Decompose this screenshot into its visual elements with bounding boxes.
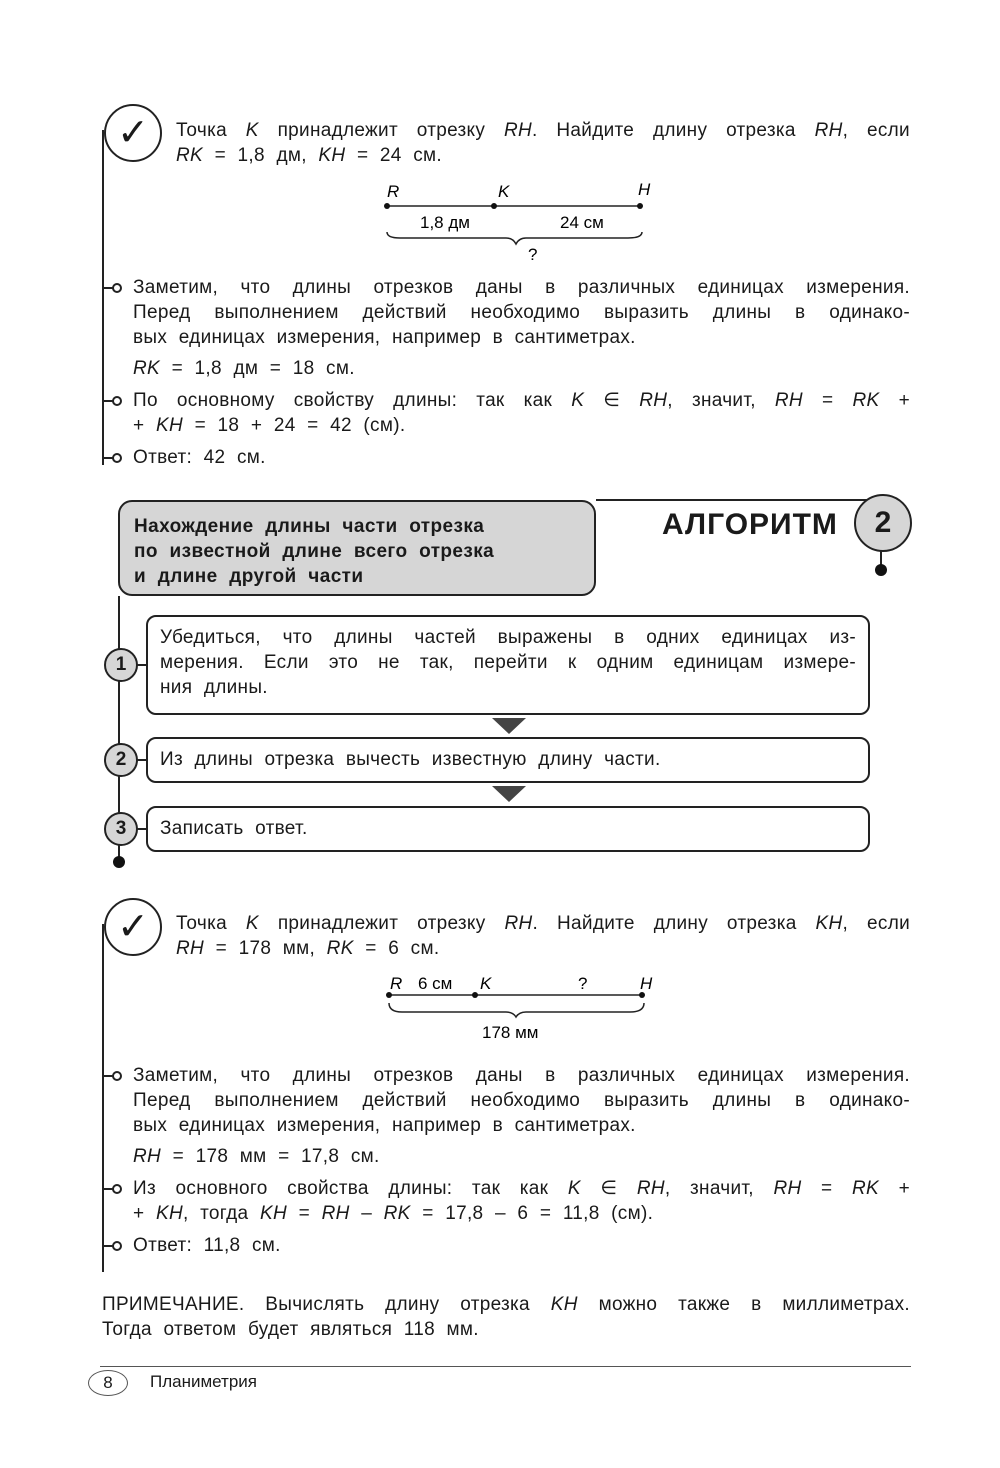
segment-label-rk: 1,8 дм <box>420 213 470 232</box>
bullet-icon <box>103 1071 123 1081</box>
step-number-3: 3 <box>104 812 138 846</box>
note-line1: ПРИМЕЧАНИЕ. Вычислять длину отрезка KH можно также в миллиметрах. <box>102 1294 910 1315</box>
example1-answer: Ответ: 42 см. <box>133 447 266 468</box>
algorithm-left-dot <box>113 856 125 868</box>
arrow-down-icon <box>492 718 526 734</box>
example1-step1: Заметим, что длины отрезков даны в различных единицах измерения. Перед выполнением действий необходимо выразить длины в одинако- вых единицах измерения, например в сантиметрах. <box>133 277 910 348</box>
label-h: H <box>640 974 653 993</box>
footer-rule <box>100 1366 911 1367</box>
example1-segment-figure <box>370 176 670 268</box>
example2-problem-line1: Точка K принадлежит отрезку RH. Найдите длину отрезка KH, если <box>176 913 910 934</box>
label-r: R <box>387 182 400 201</box>
bullet-icon <box>103 283 123 293</box>
step-number-2: 2 <box>104 743 138 777</box>
total-label: ? <box>528 245 538 264</box>
footer-section-title: Планиметрия <box>150 1372 257 1391</box>
bullet-icon <box>103 1184 123 1194</box>
bullet-icon <box>103 396 123 406</box>
point-r <box>384 203 390 209</box>
example2-answer: Ответ: 11,8 см. <box>133 1235 281 1256</box>
segment-label-kh: ? <box>578 974 588 993</box>
total-brace <box>389 1003 644 1017</box>
example2-step2-line1: Из основного свойства длины: так как K ∈ RH, значит, RH = RK + <box>133 1178 910 1199</box>
label-h: H <box>638 180 651 199</box>
algorithm-step-2: Из длины отрезка вычесть известную длину части. <box>146 737 870 783</box>
algorithm-number-badge: 2 <box>854 494 912 552</box>
point-k <box>472 992 478 998</box>
example2-step2-line2: + KH, тогда KH = RH – RK = 17,8 – 6 = 11,8 (см). <box>133 1203 654 1224</box>
example1-problem-line1: Точка K принадлежит отрезку RH. Найдите длину отрезка RH, если <box>176 120 910 141</box>
example2-conversion: RH = 178 мм = 17,8 см. <box>133 1146 380 1167</box>
checkmark-icon: ✓ <box>104 104 162 162</box>
arrow-down-icon <box>492 786 526 802</box>
algorithm-title-box: Нахождение длины части отрезка по известной длине всего отрезка и длине другой части <box>118 500 596 596</box>
total-label: 178 мм <box>482 1023 539 1042</box>
example1-step2-line1: По основному свойству длины: так как K ∈ RH, значит, RH = RK + <box>133 390 910 411</box>
label-r: R <box>390 974 403 993</box>
example1-problem-line2: RK = 1,8 дм, KH = 24 см. <box>176 145 442 166</box>
step-number-1: 1 <box>104 648 138 682</box>
segment-label-rk: 6 см <box>418 974 453 993</box>
point-k <box>491 203 497 209</box>
algorithm-step-1: Убедиться, что длины частей выражены в одних единицах из- мерения. Если это не так, перейти к одним единицам измере- ния длины. <box>146 615 870 715</box>
checkmark-icon: ✓ <box>104 898 162 956</box>
algorithm-label: АЛГОРИТМ <box>662 508 838 541</box>
algorithm-right-dot <box>875 564 887 576</box>
segment-label-kh: 24 см <box>560 213 604 232</box>
example1-vertical-rule <box>102 130 104 465</box>
example1-conversion: RK = 1,8 дм = 18 см. <box>133 358 355 379</box>
bullet-icon <box>103 1241 123 1251</box>
label-k: K <box>480 974 492 993</box>
note-line2: Тогда ответом будет являться 118 мм. <box>102 1319 479 1340</box>
example2-step1: Заметим, что длины отрезков даны в различных единицах измерения. Перед выполнением действий необходимо выразить длины в одинако- вых единицах измерения, например в сантиметрах. <box>133 1065 910 1136</box>
example2-problem-line2: RH = 178 мм, RK = 6 см. <box>176 938 440 959</box>
example2-vertical-rule <box>102 924 104 1272</box>
point-h <box>637 203 643 209</box>
total-brace <box>387 232 642 244</box>
algorithm-step-3: Записать ответ. <box>146 806 870 852</box>
algorithm-top-rule <box>596 499 882 501</box>
label-k: K <box>498 182 510 201</box>
page-number: 8 <box>88 1370 128 1396</box>
example2-segment-figure <box>370 968 670 1052</box>
bullet-icon <box>103 453 123 463</box>
example1-step2-line2: + KH = 18 + 24 = 42 (см). <box>133 415 406 436</box>
